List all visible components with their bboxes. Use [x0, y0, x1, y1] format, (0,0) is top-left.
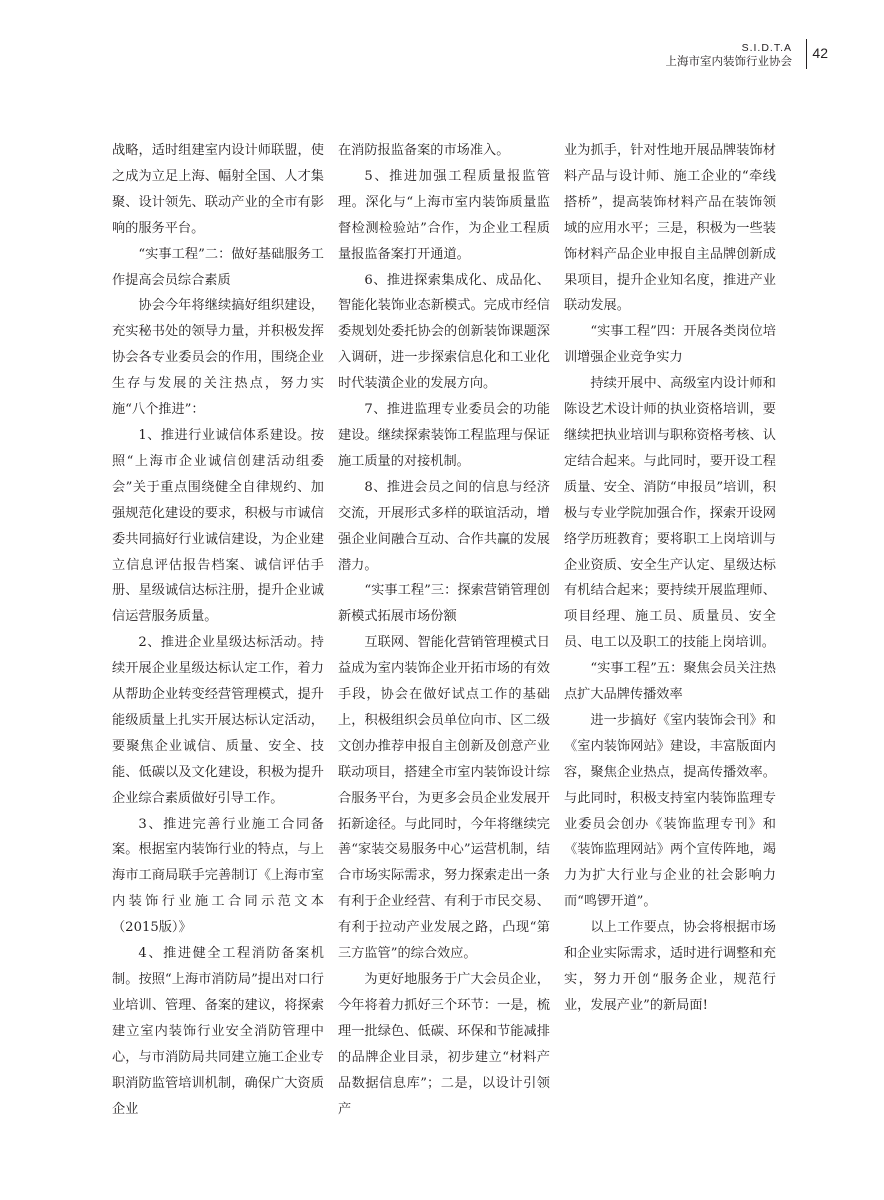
paragraph: 1、推进行业诚信体系建设。按照“上海市企业诚信创建活动组委会”关于重点围绕健全自律规约、加强规范化建设的要求，积极与市诚信委共同搞好行业诚信建设，为企业建立信息评估报告档案、诚信评估手册、星级诚信达标注册，提升企业诚信运营服务质量。: [112, 427, 324, 625]
paragraph: 为更好地服务于广大会员企业，今年将着力抓好三个环节：一是，梳理一批绿色、低碳、环保和节能减排的品牌企业目录，初步建立“材料产品数据信息库”；二是，以设计引领产: [338, 972, 550, 1117]
paragraph: 6、推进探索集成化、成品化、智能化装饰业态新模式。完成市经信委规划处委托协会的创新装饰课题深入调研，进一步探索信息化和工业化时代装潢企业的发展方向。: [338, 272, 550, 392]
page-number: 42: [812, 45, 828, 61]
paragraph: 互联网、智能化营销管理模式日益成为室内装饰企业开拓市场的有效手段，协会在做好试点工作的基础上，积极组织会员单位向市、区二级文创办推荐申报自主创新及创意产业联动项目，搭建全市室内装饰设计综合服务平台，为更多会员企业发展开拓新途径。与此同时，今年将继续完善“家装交易服务中心”运营机制，结合市场实际需求，努力探索走出一条有利于企业经营、有利于市民交易、有利于拉动产业发展之路，凸现“第三方监管”的综合效应。: [338, 635, 550, 962]
header-divider: [806, 39, 807, 69]
paragraph: “实事工程”四：开展各类岗位培训增强企业竞争实力: [564, 324, 776, 366]
paragraph: “实事工程”二：做好基础服务工作提高会员综合素质: [112, 246, 324, 288]
paragraph: 业为抓手，针对性地开展品牌装饰材料产品与设计师、施工企业的“牵线搭桥”，提高装饰材料产品在装饰领域的应用水平；三是，积极为一些装饰材料产品企业申报自主品牌创新成果项目，提升企业知名度，推进产业联动发展。: [564, 143, 776, 314]
paragraph: 8、推进会员之间的信息与经济交流，开展形式多样的联谊活动，增强企业间融合互动、合作共赢的发展潜力。: [338, 479, 550, 573]
paragraph: 以上工作要点，协会将根据市场和企业实际需求，适时进行调整和充实，努力开创“服务企业，规范行业，发展产业”的新局面!: [564, 920, 776, 1013]
association-brand: [666, 42, 793, 69]
paragraph: 3、推进完善行业施工合同备案。根据室内装饰行业的特点，与上海市工商局联手完善制订《上海市室内装饰行业施工合同示范文本（2015版）》: [112, 816, 324, 936]
paragraph: 持续开展中、高级室内设计师和陈设艺术设计师的执业资格培训，要继续把执业培训与职称资格考核、认定结合起来。与此同时，要开设工程质量、安全、消防“申报员”培训，积极与专业学院加强合作，探索开设网络学历班教育；要将职工上岗培训与企业资质、安全生产认定、星级达标有机结合起来；要持续开展监理师、项目经理、施工员、质量员、安全员、电工以及职工的技能上岗培训。: [564, 376, 776, 651]
paragraph: “实事工程”五：聚焦会员关注热点扩大品牌传播效率: [564, 661, 776, 703]
paragraph: 战略，适时组建室内设计师联盟，使之成为立足上海、幅射全国、人才集聚、设计领先、联动产业的全市有影响的服务平台。: [112, 143, 324, 236]
brand-abbreviation: S.I.D.T.A: [741, 42, 792, 54]
text-column-3: [564, 138, 776, 1019]
brand-name: 上海市室内装饰行业协会: [665, 54, 792, 68]
paragraph: 进一步搞好《室内装饰会刊》和《室内装饰网站》建设，丰富版面内容，聚焦企业热点，提高传播效率。与此同时，积极支持室内装饰监理专业委员会创办《装饰监理专刊》和《装饰监理网站》两个宣传阵地，竭力为扩大行业与企业的社会影响力而“鸣锣开道”。: [564, 712, 776, 910]
paragraph: 2、推进企业星级达标活动。持续开展企业星级达标认定工作，着力从帮助企业转变经营管理模式，提升能级质量上扎实开展达标认定活动，要聚焦企业诚信、质量、安全、技能、低碳以及文化建设，积极为提升企业综合素质做好引导工作。: [112, 635, 324, 806]
paragraph: 协会今年将继续搞好组织建设，充实秘书处的领导力量，并积极发挥协会各专业委员会的作用，围绕企业生存与发展的关注热点，努力实施“八个推进”：: [112, 298, 324, 418]
page-header: [0, 34, 884, 74]
paragraph: 在消防报监备案的市场准入。: [338, 143, 510, 158]
paragraph: 7、推进监理专业委员会的功能建设。继续探索装饰工程监理与保证施工质量的对接机制。: [338, 402, 550, 469]
paragraph: “实事工程”三：探索营销管理创新模式拓展市场份额: [338, 583, 550, 625]
text-column-1: [112, 138, 324, 1122]
text-column-2: [338, 138, 550, 1122]
paragraph: 4、推进健全工程消防备案机制。按照“上海市消防局”提出对口行业培训、管理、备案的建议，将探索建立室内装饰行业安全消防管理中心，与市消防局共同建立施工企业专职消防监管培训机制，确保广大资质企业: [112, 946, 324, 1117]
paragraph: 5、推进加强工程质量报监管理。深化与“上海市室内装饰质量监督检测检验站”合作，为企业工程质量报监备案打开通道。: [338, 168, 550, 262]
